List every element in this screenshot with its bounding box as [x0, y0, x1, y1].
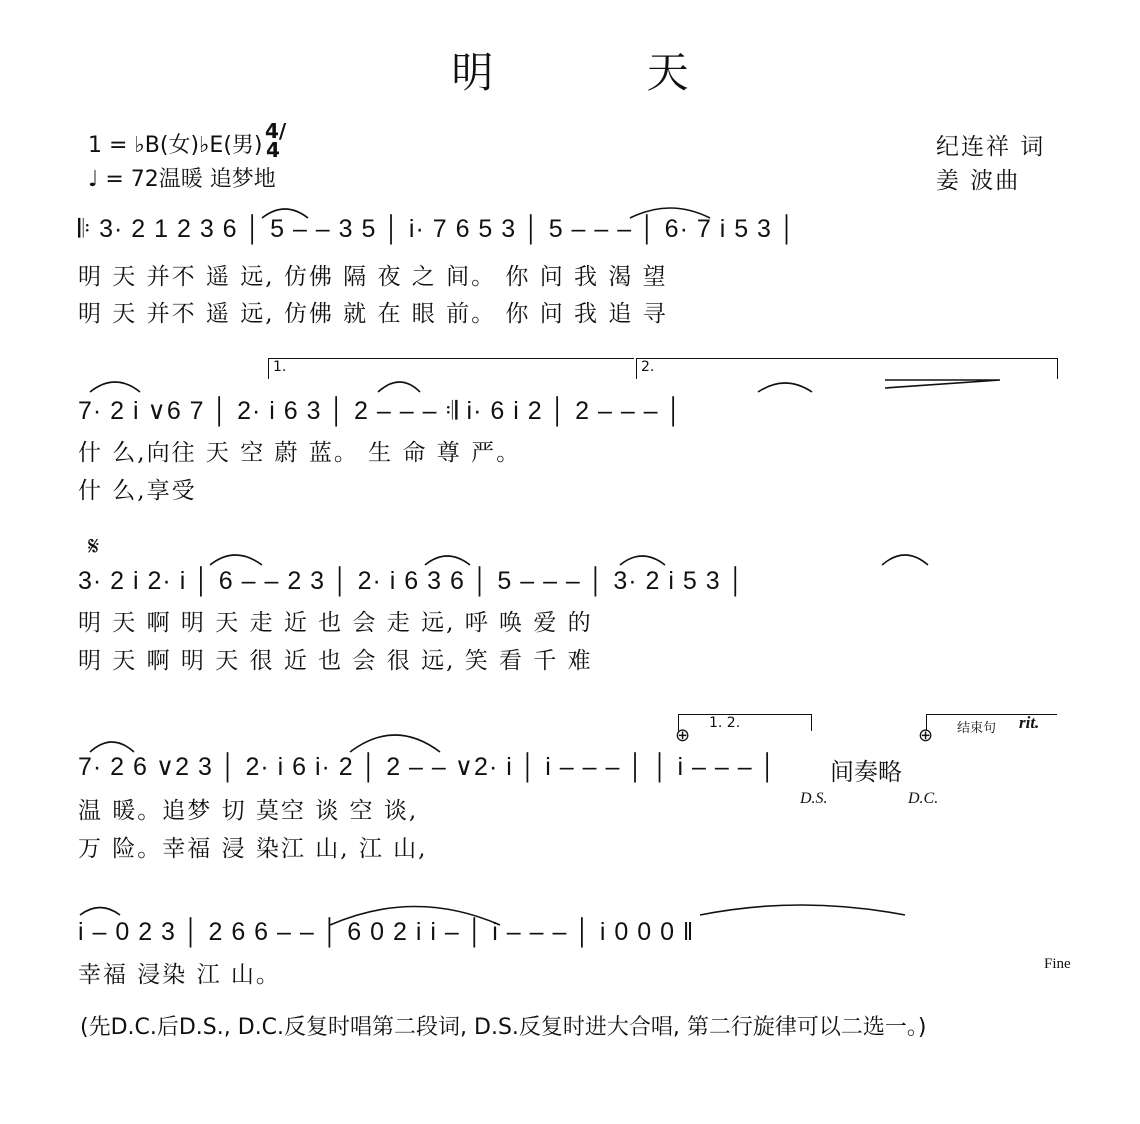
key-signature: 1 = ♭B(女)♭E(男) [88, 133, 263, 158]
notation-line: i – 0 2 3 │ 2 6 6 – – │ 6 0 2 i i – │ i – – – │ i 0 0 0 ‖ [78, 918, 695, 946]
lyric-verse-1: 幸福 浸染 江 山。 [78, 962, 281, 988]
slur-arc [80, 908, 120, 916]
crescendo-hairpin [885, 380, 1000, 388]
notation-line: 𝄆 3· 2 1 2 3 6 │ 5 – – 3 5 │ i· 7 6 5 3 │ 5 – – – │ 6· 7 i 5 3 │ [78, 215, 797, 243]
notation-line: 7· 2 i ∨6 7 │ 2· i 6 3 │ 2 – – – 𝄇 i· 6 i 2 │ 2 – – – │ [78, 397, 684, 425]
volta-label-2: 2. [641, 359, 655, 375]
tempo-marking: ♩ = 72温暖 追梦地 [88, 167, 276, 192]
lyricist-credit: 纪连祥 词 [936, 134, 1046, 160]
lyric-verse-1: 什 么,向往 天 空 蔚 蓝。 生 命 尊 严。 [78, 440, 522, 466]
notation-line: 7· 2 6 ∨2 3 │ 2· i 6 i· 2 │ 2 – – ∨2· i │ i – – – │ │ i – – – │ [78, 753, 778, 781]
ritardando-mark: rit. [1019, 713, 1040, 732]
slur-arc [700, 905, 905, 915]
lyric-verse-2: 明 天 啊 明 天 很 近 也 会 很 远, 笑 看 千 难 [78, 648, 593, 674]
lyric-verse-1: 明 天 啊 明 天 走 近 也 会 走 远, 呼 唤 爱 的 [78, 610, 593, 636]
slur-arc [630, 208, 710, 218]
fine-mark: Fine [1044, 956, 1071, 972]
lyric-verse-2: 什 么,享受 [78, 478, 197, 504]
lyric-verse-1: 温 暖。追梦 切 莫空 谈 空 谈, [78, 798, 419, 824]
lyric-verse-2: 明 天 并不 遥 远, 仿佛 就 在 眼 前。 你 问 我 追 寻 [78, 301, 668, 327]
composer-credit: 姜 波曲 [936, 168, 1021, 194]
slur-arc [330, 907, 500, 926]
coda-sign-2: ⊕ [918, 725, 934, 746]
notation-line: 3· 2 i 2· i │ 6 – – 2 3 │ 2· i 6 3 6 │ 5 – – – │ 3· 2 i 5 3 │ [78, 567, 746, 595]
dal-segno-mark: D.S. [800, 790, 828, 807]
lyric-verse-1: 明 天 并不 遥 远, 仿佛 隔 夜 之 间。 你 问 我 渴 望 [78, 264, 668, 290]
slur-arc [90, 742, 134, 752]
slur-arc [350, 735, 440, 752]
slur-arc [90, 382, 140, 392]
lyric-verse-2: 万 险。幸福 浸 染江 山, 江 山, [78, 836, 428, 862]
da-capo-mark: D.C. [908, 790, 939, 807]
slur-arc [425, 556, 470, 565]
interlude-label: 间奏略 [830, 758, 902, 786]
volta-label: 1. 2. [709, 715, 741, 731]
slur-arc [882, 555, 928, 565]
ending-label: 结束句 [957, 721, 997, 736]
slur-arc [620, 556, 665, 565]
segno-sign: 𝄋 [88, 532, 100, 562]
footnote: (先D.C.后D.S., D.C.反复时唱第二段词, D.S.反复时进大合唱, 第二行旋律可以二选一。) [80, 1015, 927, 1040]
volta-label-1: 1. [273, 359, 287, 375]
slur-arc [758, 383, 812, 392]
coda-sign-1: ⊕ [675, 725, 691, 746]
slur-arc [262, 209, 308, 218]
song-title: 明 天 [451, 48, 759, 97]
time-signature-text: 4/4 [265, 119, 287, 162]
slur-arc [210, 555, 262, 565]
slur-arc [378, 382, 420, 392]
